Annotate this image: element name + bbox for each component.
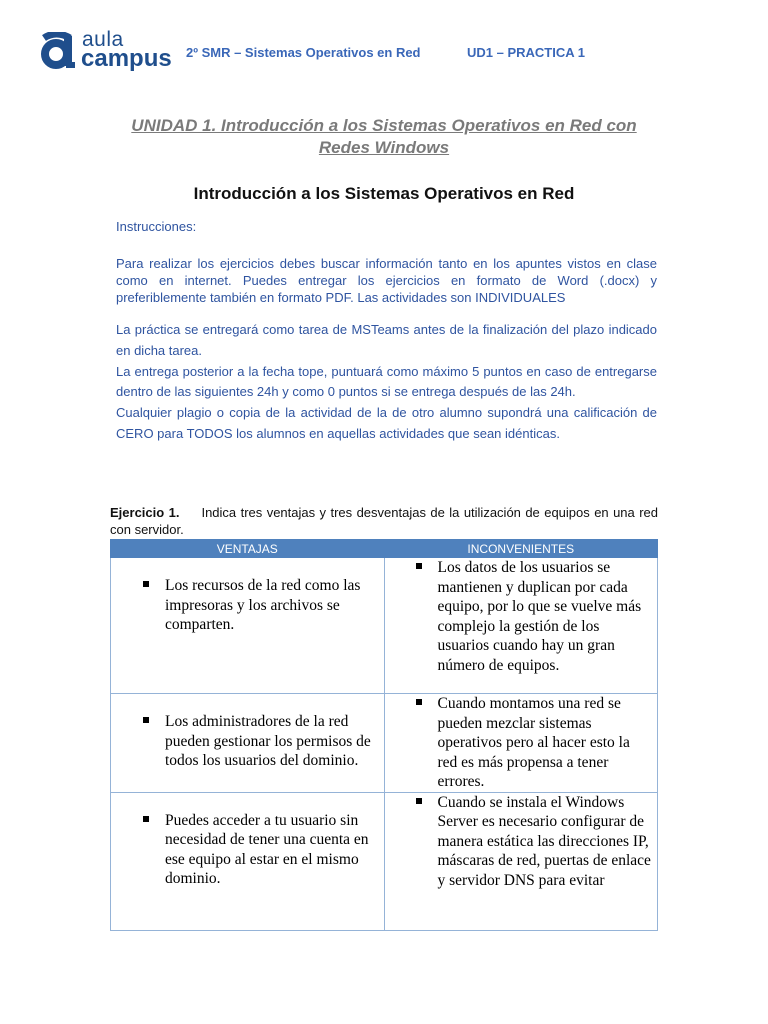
instructions-text-1: Para realizar los ejercicios debes buscar información tanto en los apuntes vistos en clase como en internet. Puedes entregar los ejercicios en formato de Word (.docx) y preferiblemente también en formato PDF. Las actividades son INDIVIDUALES [116,256,657,305]
ventaja-text: Los recursos de la red como las impresoras y los archivos se comparten. [165,577,361,633]
exercise-label: Ejercicio 1. [110,505,180,520]
table-row [111,558,658,694]
aulacampus-logo [40,28,180,72]
header-unit: UD1 – PRACTICA 1 [467,45,585,60]
bullet-icon [416,699,422,705]
exercise-text: Indica tres ventajas y tres desventajas de la utilización de equipos en una red con servidor. [110,505,658,537]
instructions-paragraph-1 [116,255,657,306]
ventaja-text: Los administradores de la red pueden gestionar los permisos de todos los usuarios del dominio. [165,713,371,769]
instructions-text-2: La práctica se entregará como tarea de MSTeams antes de la finalización del plazo indicado en dicha tarea. [116,322,657,358]
inconveniente-text: Cuando se instala el Windows Server es necesario configurar de manera estática las direcciones IP, máscaras de red, puertas de enlace y servidor DNS para evitar [437,793,651,889]
instructions-text-4: Cualquier plagio o copia de la actividad de la de otro alumno supondrá una calificación de CERO para TODOS los alumnos en aquellas actividades que sean idénticas. [116,405,657,441]
logo-a-icon [40,32,76,72]
table-row [111,694,658,793]
ventaja-text: Puedes acceder a tu usuario sin necesidad de tener una cuenta en ese equipo al estar en el mismo dominio. [165,811,369,887]
bullet-icon [143,717,149,723]
inconveniente-cell [384,558,658,694]
table-row [111,792,658,930]
advantages-table [110,539,658,931]
ventaja-cell [111,694,385,793]
unit-title: UNIDAD 1. Introducción a los Sistemas Operativos en Red con Redes Windows [131,116,637,157]
logo-text-aula: aula [82,28,124,51]
instructions-label: Instrucciones: [116,219,197,234]
ventaja-cell [111,792,385,930]
header-inconvenientes: INCONVENIENTES [384,540,658,558]
bullet-icon [143,581,149,587]
inconveniente-cell [384,792,658,930]
inconveniente-text: Los datos de los usuarios se mantienen y duplican por cada equipo, por lo que se vuelve más complejo la gestión de los usuarios cuando hay un gran número de equipos. [437,559,642,674]
bullet-icon [143,816,149,822]
ventaja-cell [111,558,385,694]
logo-text-campus: campus [81,45,172,72]
bullet-icon [416,563,422,569]
bullet-icon [416,798,422,804]
page-header [0,0,768,80]
instructions-paragraphs [116,320,657,445]
header-course: 2º SMR – Sistemas Operativos en Red [186,45,421,60]
section-title: Introducción a los Sistemas Operativos en Red [193,184,575,203]
table-header-row [111,540,658,558]
inconveniente-text: Cuando montamos una red se pueden mezclar sistemas operativos pero al hacer esto la red es más propensa a tener errores. [437,695,630,790]
header-ventajas: VENTAJAS [111,540,385,558]
inconveniente-cell [384,694,658,793]
instructions-text-3: La entrega posterior a la fecha tope, puntuará como máximo 5 puntos en caso de entregarse dentro de las siguientes 24h y como 0 puntos si se entrega después de las 24h. [116,363,657,400]
exercise-1 [110,504,658,538]
